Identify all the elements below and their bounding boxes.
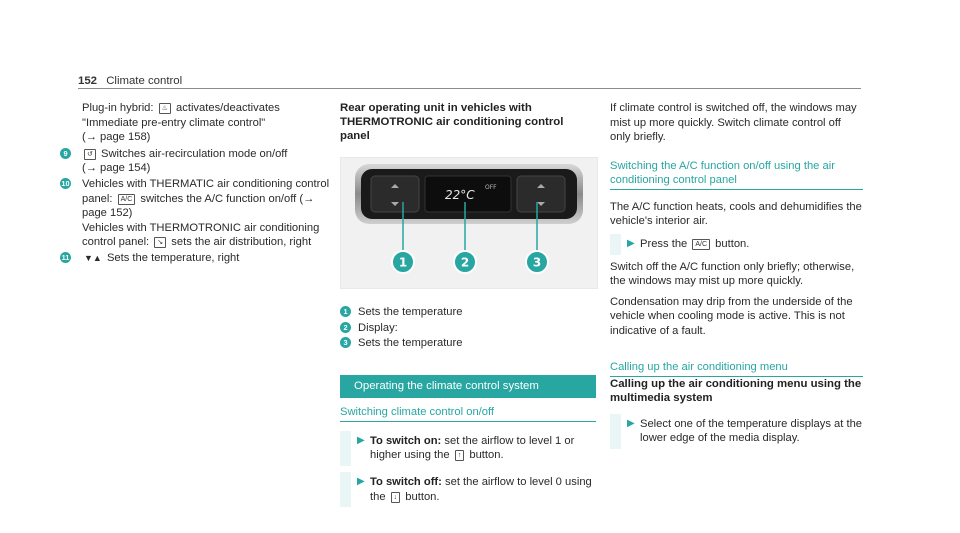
callout-badge: 2 [340,322,351,333]
column-2 [340,101,596,504]
condensation-note: Condensation may drip from the underside of the vehicle when cooling mode is active. This is not indicative of a fault. [610,295,853,337]
step-arrow-icon: ▶ [627,417,635,429]
ac-key-icon: A/C [118,194,136,205]
rear-operating-unit-figure [340,157,598,289]
subheading-ac-function: Switching the A/C function on/off using the air conditioning control panel [610,159,863,190]
ac-warning: Switch off the A/C function only briefly; otherwise, the windows may mist up more quickly. [610,260,855,288]
display-temperature: 22°C [445,188,475,202]
step-arrow-icon: ▶ [357,434,365,446]
list-item: 9 ↺ Switches air-recirculation mode on/off (→ page 154) [60,147,330,176]
rear-unit-title: Rear operating unit in vehicles with THERMOTRONIC air conditioning control panel [340,102,564,142]
callout-badge: 10 [61,178,70,188]
callout-label-1: 1 [398,255,408,270]
column-3 [610,101,863,446]
air-distribution-icon: ↘ [154,237,166,248]
figure-legend [340,305,596,351]
step-press-ac: ▶ Press the A/C button. [610,237,863,252]
right-temp-button[interactable] [517,176,565,212]
ac-description: The A/C function heats, cools and dehumidifies the vehicle's interior air. [610,200,862,228]
left-temp-button[interactable] [371,176,419,212]
callout-label-2: 2 [460,255,470,270]
hybrid-note: Plug-in hybrid: ♨ activates/deactivates "Immediate pre-entry climate control" (→ page 158) [60,101,330,145]
page-header [78,74,182,89]
callout-badge: 3 [340,337,351,348]
ac-key-icon: A/C [692,239,710,250]
legend-item: 2 Display: [340,321,596,336]
multimedia-title: Calling up the air conditioning menu using the multimedia system [610,377,862,404]
list-item: 11 ▼▲ Sets the temperature, right [61,251,240,264]
display-status: OFF [485,184,497,191]
page-reference[interactable]: (→ page 158) [82,131,151,144]
list-item: 10 Vehicles with THERMATIC air conditioning control panel: A/C switches the A/C function on/off (→ page 152) Vehicles with THERMOTRONIC air conditioning control panel: ↘ sets the air distribution, right [61,177,330,249]
step-switch-off: ▶ To switch off: set the airflow to level 0 using the ↓ button. [340,475,596,504]
callout-label-3: 3 [532,255,542,270]
section-title: Climate control [106,75,183,87]
callout-badge: 9 [60,148,71,159]
airflow-down-icon: ↓ [391,492,401,503]
seat-heat-icon: ♨ [159,103,171,114]
rear-unit-illustration [341,158,597,288]
column-1 [60,101,330,267]
airflow-up-icon: ↑ [455,450,465,461]
legend-item: 3 Sets the temperature [340,336,596,351]
step-arrow-icon: ▶ [357,475,365,487]
page-reference[interactable]: (→ page 154) [82,162,151,175]
intro-paragraph: If climate control is switched off, the windows may mist up more quickly. Switch climate control off only briefly. [610,102,857,144]
subheading-switching: Switching climate control on/off [340,405,596,422]
step-arrow-icon: ▶ [627,237,635,249]
section-heading-bar: Operating the climate control system [340,375,596,398]
header-divider [78,88,861,89]
callout-badge: 11 [61,252,70,262]
callout-badge: 1 [340,306,351,317]
subheading-ac-menu: Calling up the air conditioning menu [610,360,863,377]
step-switch-on: ▶ To switch on: set the airflow to level 1 or higher using the ↑ button. [340,434,596,463]
recirculation-icon: ↺ [84,149,96,160]
legend-item: 1 Sets the temperature [340,305,596,320]
page-number: 152 [78,75,98,87]
step-select-display: ▶ Select one of the temperature displays at the lower edge of the media display. [610,417,863,446]
temperature-arrows-icon: ▼▲ [84,252,102,263]
